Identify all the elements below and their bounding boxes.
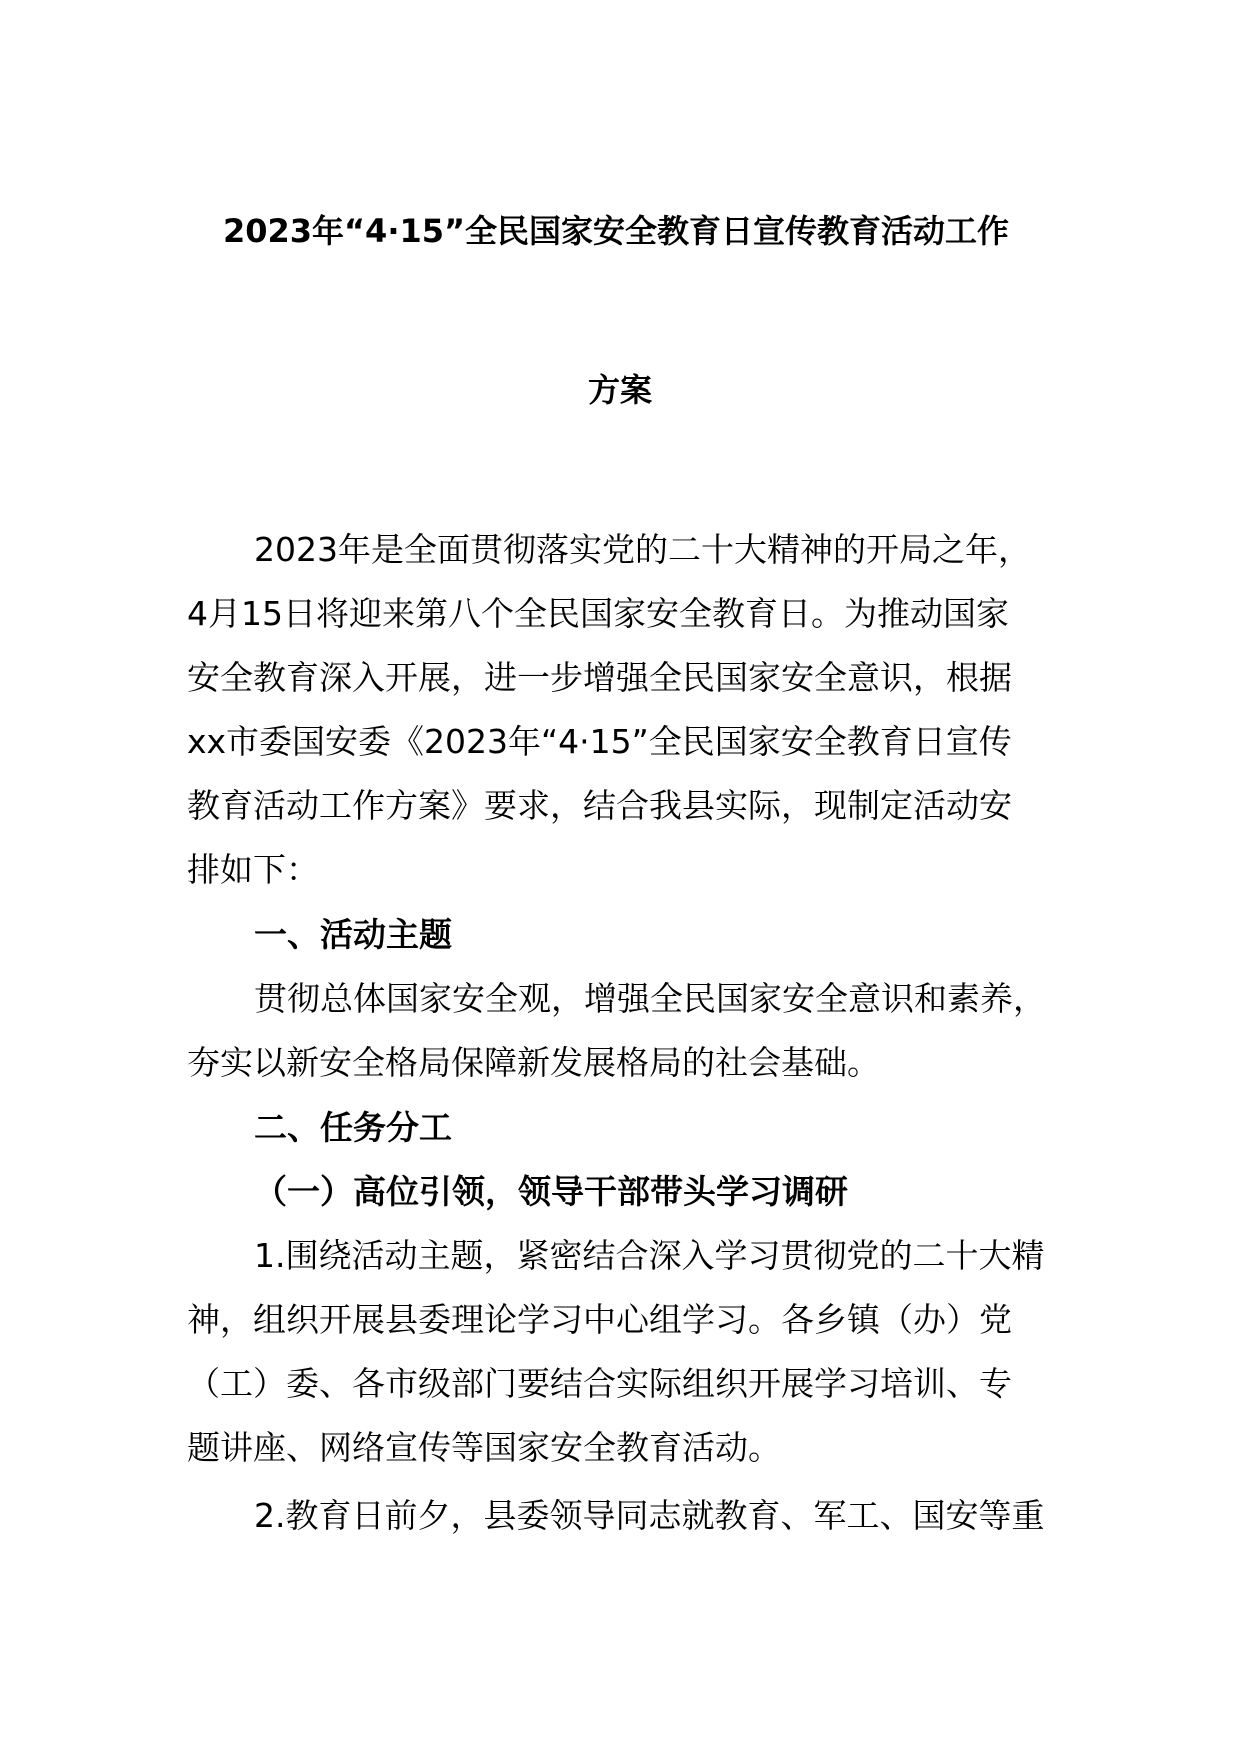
section-heading-2: 二、任务分工 (254, 1108, 452, 1147)
paragraph-line: 2.教育日前夕，县委领导同志就教育、军工、国安等重 (254, 1496, 1045, 1535)
document-title-line-2: 方案 (587, 371, 652, 409)
document-title-line-1: 2023年“4·15”全民国家安全教育日宣传教育活动工作 (222, 212, 1010, 250)
section-heading-1: 一、活动主题 (254, 915, 452, 954)
paragraph-line: 安全教育深入开展，进一步增强全民国家安全意识，根据 (187, 658, 1012, 697)
paragraph-line: 4月15日将迎来第八个全民国家安全教育日。为推动国家 (187, 594, 1009, 633)
paragraph-line: 2023年是全面贯彻落实党的二十大精神的开局之年， (254, 530, 1031, 569)
paragraph-line: （工）委、各市级部门要结合实际组织开展学习培训、专 (187, 1364, 1012, 1403)
paragraph-line: 神，组织开展县委理论学习中心组学习。各乡镇（办）党 (187, 1300, 1012, 1339)
paragraph-line: 夯实以新安全格局保障新发展格局的社会基础。 (187, 1043, 880, 1082)
paragraph-line: 贯彻总体国家安全观，增强全民国家安全意识和素养， (254, 979, 1046, 1018)
paragraph-line: xx市委国安委《2023年“4·15”全民国家安全教育日宣传 (187, 722, 1012, 761)
subsection-heading-1: （一）高位引领，领导干部带头学习调研 (254, 1172, 848, 1211)
paragraph-line: 1.围绕活动主题，紧密结合深入学习贯彻党的二十大精 (254, 1236, 1045, 1275)
paragraph-line: 题讲座、网络宣传等国家安全教育活动。 (187, 1428, 781, 1467)
paragraph-line: 教育活动工作方案》要求，结合我县实际，现制定活动安 (187, 786, 1012, 825)
paragraph-line: 排如下： (187, 850, 319, 889)
